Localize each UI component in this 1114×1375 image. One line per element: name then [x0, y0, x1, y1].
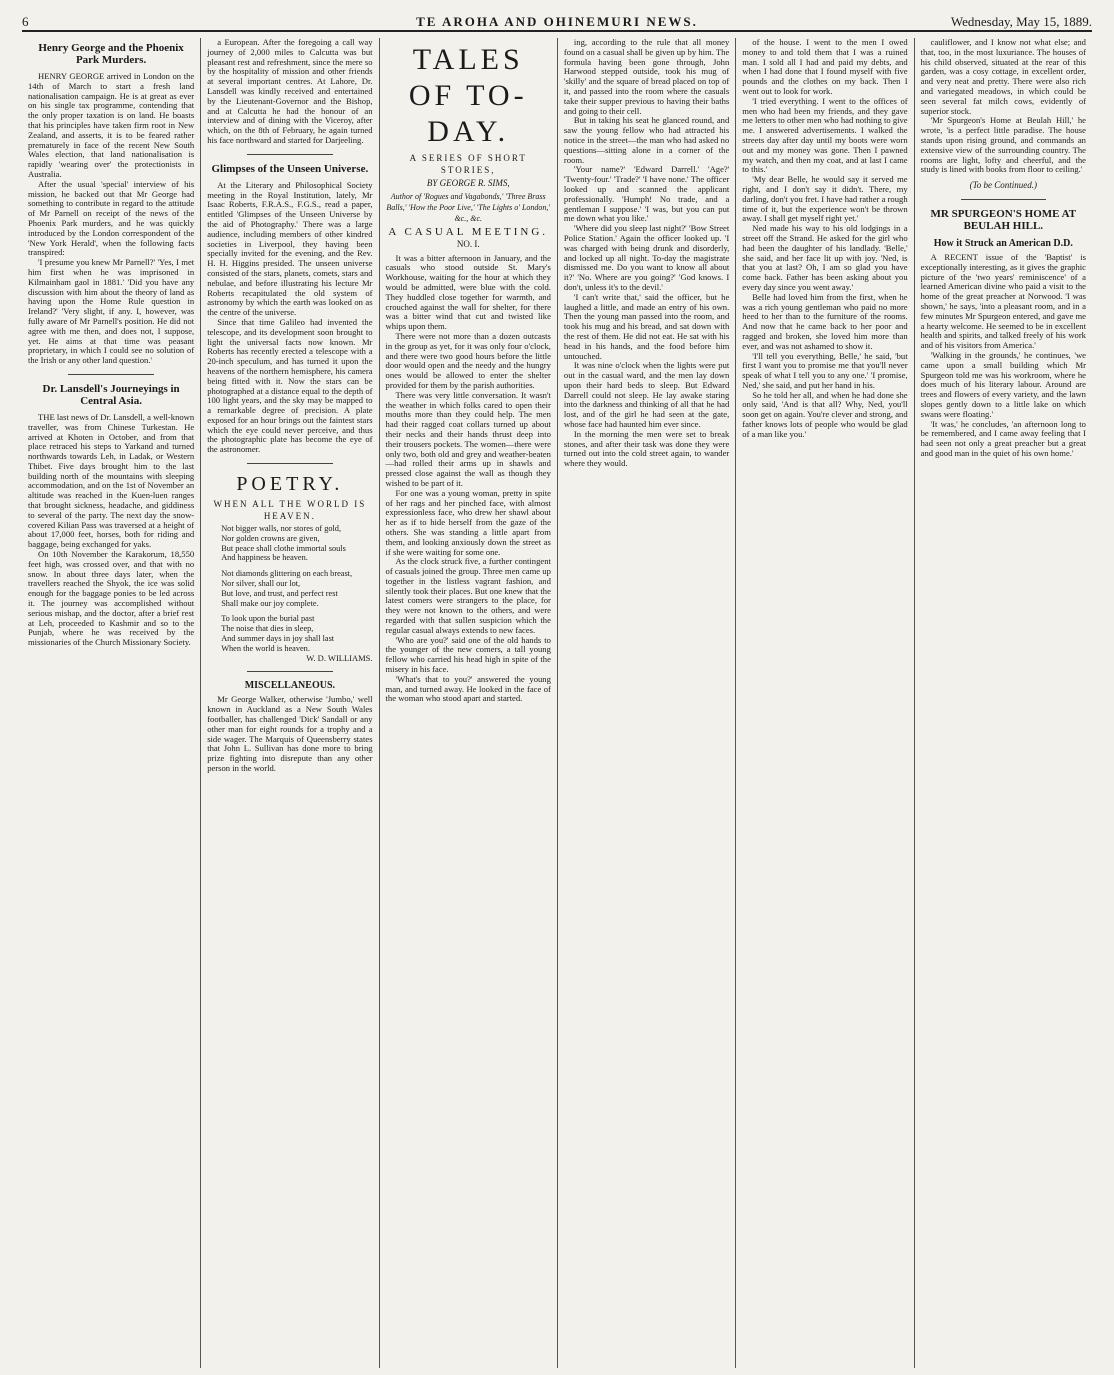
- poem-line: But love, and trust, and perfect rest: [221, 588, 338, 598]
- paragraph: Ned made his way to his old lodgings in a street off the Strand. He asked for the girl who had been the daughter of his landlady. 'Belle,' she said, and her face lit up with joy. 'Ned, is that you at last? Oh, I am so glad you have come back. Father has been asking about you every day since you went away.': [742, 223, 908, 292]
- paragraph: of the house. I went to the men I owed money to and told them that I was a ruined man. I sold all I had and paid my debts, and when I had done that I found myself with five pounds and the clothes on my back. Then I went out to look for work.: [742, 38, 908, 96]
- paragraph: 'It was,' he concludes, 'an afternoon long to be remembered, and I came away feeling that I had seen not only a great preacher but a great and good man in the quiet of his own home.': [920, 418, 1086, 458]
- column-2: [200, 38, 378, 1368]
- poem-line: Not diamonds glittering on each breast,: [221, 569, 353, 579]
- page-number: 6: [22, 14, 29, 29]
- paragraph: 'I tried everything. I went to the offices of men who had been my friends, and they gave me letters to other men who had nothing to give me. I answered advertisements. I walked the streets day after day until my boots were worn out and my money was gone. Then I pawned my watch, and then my coat, and at last I came to this.': [742, 95, 908, 175]
- paragraph: In the morning the men were set to break stones, and after their task was done they were turned out into the cold street again, to wander where they would.: [563, 428, 730, 469]
- article-headline: Glimpses of the Unseen Universe.: [211, 162, 369, 175]
- paragraph: It was a bitter afternoon in January, and the casuals who stood outside St. Mary's Workhouse, waiting for the hour at which they would be admitted, were blue with the cold. They huddled close together for warmth, and crouched against the wall for shelter, for there was a bitter wind that cut and twisted like whips upon them.: [385, 252, 551, 332]
- paragraph: But in taking his seat he glanced round, and saw the young fellow who had attracted his notice in the street—the man who had asked no questions—sitting alone in a corner of the room.: [563, 115, 730, 165]
- column-3: [379, 38, 557, 1368]
- article-headline: Henry George and the Phoenix Park Murders.: [38, 42, 184, 66]
- paragraph: 'Who are you?' said one of the old hands to the younger of the new comers, a tall young fellow who carried his head high in spite of the misery in his face.: [385, 634, 551, 675]
- poem-line: To look upon the burial past: [221, 614, 315, 624]
- poem-line: But peace shall clothe immortal souls: [221, 543, 346, 553]
- poem-signature: W. D. WILLIAMS.: [306, 652, 373, 663]
- paragraph: Since that time Galileo had invented the telescope, and its development soon brought to light the universal facts now known. Mr Roberts has recently erected a telescope with a 20-inch speculum, and has turned it upon the heavens of the northern hemisphere, his camera being fitted with it. Now the stars can be photographed at a distance equal to the depth of 100 light years, and the sky may be mapped to a remarkable degree of precision. A plate exposed for an hour brings out the faintest stars which the eye could never perceive, and thus the photographic plate has become the eye of the astronomer.: [207, 316, 373, 455]
- poem-line: Nor golden crowns are given,: [221, 533, 320, 543]
- paragraph: 'Mr Spurgeon's Home at Beulah Hill,' he wrote, 'is a perfect little paradise. The house stands upon rising ground, and commands an extensive view of the surrounding country. The rooms are light, lofty and cheerful, and the study is lined with books from floor to ceiling.': [920, 115, 1086, 175]
- chapter-title: A CASUAL MEETING.: [388, 226, 549, 238]
- poem: [207, 524, 372, 654]
- paragraph: HENRY GEORGE arrived in London on the 14th of March to start a fresh land nationalisation campaign. He is at great as ever on his single tax programme, contending that the only proper taxation is on land. He boasts that his principles have taken firm root in New Zealand, and asserts, it is to be feared rather prematurely in face of the recent New South Wales election, that land nationalisation is rapidly 'wearing over' the protectionists in Australia.: [28, 71, 195, 179]
- paragraph: 'I presume you knew Mr Parnell?' 'Yes, I met him first when he was imprisoned in Kilmainham gaol in 1881.' 'Did you have any discussion with him about the theory of land as having upon the Home Rule question in Ireland?' 'Very slight, if any. I, however, was fully aware of Mr Parnell's position. He did not agree with me then, and does not, I suppose, yet. He aims at that time was peasant proprietary, in which I could see no solution of the Irish or any other land question.': [28, 257, 195, 366]
- poem-line: Nor silver, shall our lot,: [221, 579, 301, 589]
- article-subheadline: How it Struck an American D.D.: [933, 237, 1073, 249]
- poem-title: WHEN ALL THE WORLD IS HEAVEN.: [213, 499, 367, 522]
- poetry-heading: POETRY.: [236, 473, 344, 496]
- paragraph: a European. After the foregoing a call way journey of 2,000 miles to Calcutta was but pleasant rest and refreshment, since the mere so by the hospitality of mission and other friends at several important centres. At Lahore, Dr. Lansdell was kindly received and entertained by the Lieutenant-Governor and the Bishop, and at Calcutta he had the honour of an interview and of dining with the Viceroy, after which, on the 8th of February, he again turned his face northward and started for Darjeeling.: [207, 38, 373, 145]
- paragraph: cauliflower, and I know not what else; and that, too, in the most luxuriance. The houses of his child observed, situated at the rear of this garden, was a cosy cottage, in excellent order, and very neat and pretty. There were also rich and variegated meadows, in which could be seen several fat milch cows, evidently of superior stock.: [920, 38, 1086, 116]
- paragraph: ing, according to the rule that all money found on a casual shall be given up by him. The formula having been gone through, John Harwood stepped outside, took his mug of 'skilly' and the square of bread placed on top of it, and passed into the room where the casuals take their supper previous to having their baths and going to their cell.: [563, 38, 730, 116]
- paragraph: Belle had loved him from the first, when he was a rich young gentleman who paid no more heed to her than to the furniture of the rooms. And now that he came back to her poor and ragged and broken, she loved him more than ever, and was not ashamed to show it.: [742, 291, 908, 351]
- paragraph: 'Where did you sleep last night?' 'Bow Street Police Station.' Again the officer looked up. 'I was charged with being drunk and disorderly, and locked up all night. To-day the magistrate dismissed me. Do you want to know all about it?' 'No. Where are you going?' 'God knows. I don't, unless it's to the devil.': [563, 223, 730, 292]
- section-heading: MISCELLANEOUS.: [244, 680, 336, 692]
- paragraph: THE last news of Dr. Lansdell, a well-known traveller, was from Chinese Turkestan. He arrived at Khoten in October, and from that place retraced his steps to Yarkand and turned northwards towards Leh, in Ladak, or Western Thibet. Five days brought him to the last building north of the mountains with sleeping accommodation, and on the 1st of November an altitude was reached in the Kuen-luen ranges that brought sickness, headache, and giddiness to several of the party. The next day the snow-covered Kilian Pass was traversed at a height of about 17,000 feet, horses, both for riding and baggage, being exchanged for yaks.: [28, 411, 195, 550]
- paragraph: 'What's that to you?' answered the young man, and turned away. He looked in the face of the woman who stood apart and started.: [385, 673, 551, 704]
- paragraph: 'My dear Belle, he would say it served me right, and I don't say it didn't. There, my darling, don't you fret. I have had rather a rough time of it, but the experience won't be thrown away. I shall get myself right yet.': [742, 174, 908, 224]
- story-subtitle: A SERIES OF SHORT STORIES,: [409, 153, 527, 175]
- paragraph: 'I can't write that,' said the officer, but he laughed a little, and made an entry of his own. Then the young man passed into the room, and took his mug and his bread, and sat down with the rest of them. He did not eat. He sat with his head in his hands, and the food before him untouched.: [563, 291, 730, 361]
- article-headline: MR SPURGEON'S HOME AT BEULAH HILL.: [930, 207, 1077, 232]
- story-title: TALES OF TO-DAY.: [408, 43, 528, 148]
- column-4: [557, 38, 735, 1368]
- poem-line: When the world is heaven.: [221, 643, 310, 653]
- poem-line: Shall make our joy complete.: [221, 598, 319, 608]
- poem-line: And happiness be heaven.: [221, 553, 308, 563]
- column-1: [22, 38, 200, 1368]
- column-6: [914, 38, 1092, 1368]
- paragraph: It was nine o'clock when the lights were put out in the casual ward, and the men lay down upon their hard beds to sleep. But Edward Darrell could not sleep. He lay awake staring into the darkness and thinking of all that he had lost, and of the girl he had seen at the gate, whose face had haunted him ever since.: [563, 360, 730, 430]
- paragraph: Mr George Walker, otherwise 'Jumbo,' well known in Auckland as a New South Wales footballer, has challenged 'Dick' Sandall or any other man for eight rounds for a trophy and a side wager. The Marquis of Queensberry states that John L. Sullivan has done more to bring prize fighting into disrepute than any other person in the world.: [207, 694, 373, 774]
- paragraph: 'I'll tell you everything, Belle,' he said, 'but first I want you to promise me that you'll never speak of what I tell you to any one.' 'I promise, Ned,' she said, and put her hand in his.: [742, 350, 908, 390]
- paragraph: 'Walking in the grounds,' he continues, 'we came upon a small building which Mr Spurgeon told me was his workroom, where he does much of his literary labour. Around are trees and flowers of every variety, and the lawn slopes gently down to a little lake on which swans were floating.': [920, 349, 1086, 419]
- paragraph: On 10th November the Karakorum, 18,550 feet high, was crossed over, and that with no snow. In about three days later, when the travellers reached the Shyok, the ice was solid enough for the baggage ponies to be led across it. The journey was accomplished without serious mishap, and the doctor, after a brief rest at Leh, proceeded to Kashmir and so to the Punjab, where he was received by the missionaries of the Church Missionary Society.: [28, 549, 195, 648]
- paragraph: At the Literary and Philosophical Society meeting in the Royal Institution, lately, Mr Isaac Roberts, F.R.A.S., F.G.S., read a paper, entitled 'Glimpses of the Unseen Universe by the aid of Photography.' There was a large audience, including members of other kindred societies in Liverpool, they having been specially invited for the evening, and the Rev. H. H. Higgins presided. The unseen universe consisted of the stars, planets, comets, stars and nebulae, and before illustrating his lecture Mr Roberts recapitulated the old system of astronomy by which the earth was looked on as the centre of the universe.: [207, 179, 373, 318]
- paragraph: A RECENT issue of the 'Baptist' is exceptionally interesting, as it gives the graphic picture of the 'two years' reminiscence' of a learned American divine who paid a visit to the home of the great preacher at Norwood. 'I was shown,' he says, 'into a pleasant room, and in a few minutes Mr Spurgeon entered, and gave me a hearty welcome. He seemed to be in excellent health and spirits, and talked freely of his work and of his visitors from America.': [920, 251, 1086, 351]
- chapter-number: NO. I.: [456, 238, 480, 249]
- poem-line: The noise that dies in sleep,: [221, 624, 314, 634]
- to-be-continued: (To be Continued.): [969, 180, 1038, 191]
- paragraph: So he told her all, and when he had done she only said, 'And is that all? Why, Ned, you'll soon get on again. You're clever and strong, and father knows lots of people who would be glad of a man like you.': [742, 389, 908, 439]
- paragraph: 'Your name?' 'Edward Darrell.' 'Age?' 'Twenty-four.' 'Trade?' 'I have none.' The officer looked up and scanned the applicant professionally. 'Humph! No trade, and a gentleman I suppose.' 'I was, but you can put me down what you like.': [563, 164, 730, 224]
- article-headline: Dr. Lansdell's Journeyings in Central Asia.: [42, 382, 180, 407]
- poem-line: Not bigger walls, nor stores of gold,: [221, 524, 342, 534]
- column-5: [735, 38, 913, 1368]
- issue-date: Wednesday, May 15, 1889.: [950, 14, 1092, 29]
- story-author: BY GEORGE R. SIMS,: [426, 178, 510, 188]
- author-credits: Author of 'Rogues and Vagabonds,' 'Three Brass Balls,' 'How the Poor Live,' 'The Lights o' London,' &c., &c.: [386, 192, 551, 223]
- paragraph: For one was a young woman, pretty in spite of her rags and her pinched face, with almost expressionless face, who drew her shawl about her as if to hide herself from the gaze of the others. She was standing a little apart from them, and looking anxiously down the street as if she were waiting for some one.: [385, 487, 551, 557]
- poem-line: And summer days in joy shall last: [221, 634, 335, 644]
- page-header: [22, 6, 1092, 32]
- paragraph: There were not more than a dozen outcasts in the group as yet, for it was only four o'clock, and there were two good hours before the little door would open and the needy and the hungry ones would be allowed to enter the shelter provided for them by the parish authorities.: [385, 330, 551, 390]
- newspaper-title: TE AROHA AND OHINEMURI NEWS.: [416, 14, 698, 29]
- paragraph: After the usual 'special' interview of his mission, he backed out that Mr George had something to contribute in regard to the attitude of Mr Parnell on receipt of the news of the Phoenix Park murders, and he was quickly introduced by the London correspondent of the 'New York Herald', when the following facts transpired:: [28, 178, 195, 258]
- paragraph: As the clock struck five, a further contingent of casuals joined the group. Three men came up together in the listless vagrant fashion, and silently took their places. But one knew that the latest comers were strangers to the place, for they were not known to the others, and were regarded with that sullen suspicion which the regular casual always extends to new faces.: [385, 556, 551, 635]
- paragraph: There was very little conversation. It wasn't the weather in which folks cared to open their mouths more than they could help. The men had their ragged coat collars turned up about their necks and their hands thrust deep into their trousers pockets. The women—there were only two, both old and grey and weather-beaten—had rolled their arms up in shawls and pressed close against the wall as though they wished to be part of it.: [385, 389, 551, 488]
